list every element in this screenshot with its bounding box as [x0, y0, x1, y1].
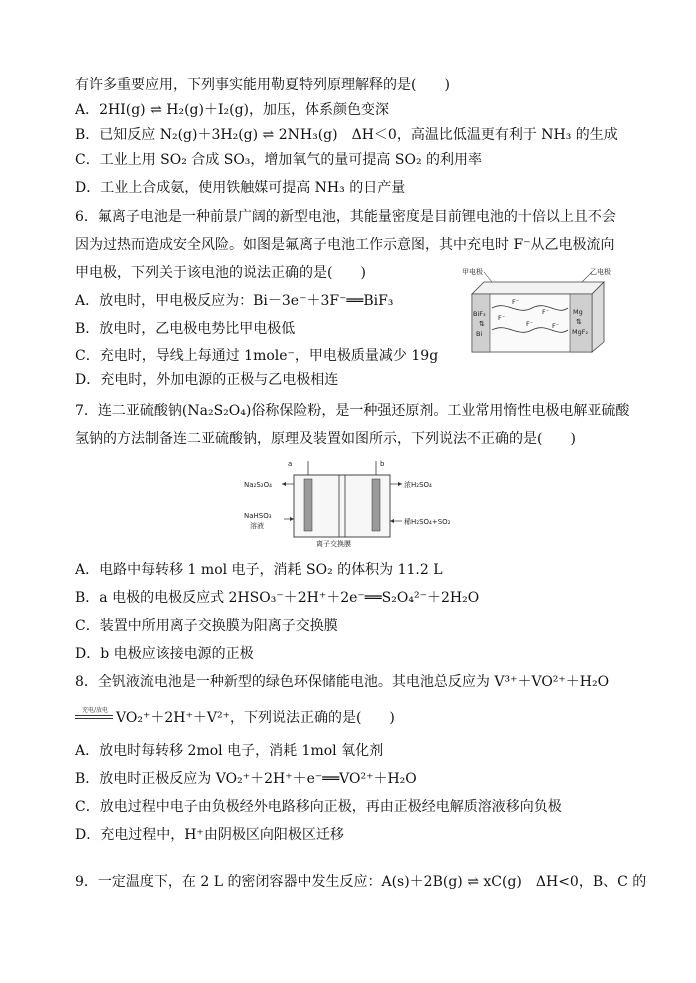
q6-stem-line1: 6．氟离子电池是一种前景广阔的新型电池，其能量密度是目前锂电池的十倍以上且不会: [75, 209, 616, 225]
fig7-membrane-label: 离子交换膜: [316, 540, 351, 548]
q5-option-c: C．工业上用 SO₂ 合成 SO₃，增加氧气的量可提高 SO₂ 的利用率: [75, 152, 483, 168]
q8-option-d: D．充电过程中，H⁺由阴极区向阳极区迁移: [75, 827, 344, 843]
fig6-right-label: 乙电极: [590, 268, 611, 276]
q8-option-c: C．放电过程中电子由负极经外电路移向正极，再由正极经电解质溶液移向负极: [75, 799, 562, 815]
fig6-left-label: 甲电极: [462, 268, 483, 276]
q8-charge-discharge-arrow: [75, 707, 115, 729]
fig7-label-b: b: [380, 460, 385, 468]
q8-arrow-text: 充电/放电: [81, 707, 109, 714]
fig6-bif3: BiF₃: [473, 310, 486, 318]
fig6-ion-4: F⁻: [526, 320, 534, 328]
q6-stem-line3: 甲电极，下列关于该电池的说法正确的是( ): [75, 265, 366, 281]
fig7-in-right: 稀H₂SO₄+SO₂: [404, 518, 451, 526]
q9-stem-line1: 9．一定温度下，在 2 L 的密闭容器中发生反应：A(s)＋2B(g) ⇌ xC(g) ΔH<0，B、C 的: [75, 874, 647, 890]
q6-option-a: A．放电时，甲电极反应为：Bi－3e⁻＋3F⁻══BiF₃: [75, 293, 394, 309]
q5-option-a: A．2HI(g) ⇌ H₂(g)＋I₂(g)，加压，体系颜色变深: [75, 102, 390, 118]
fluoride-battery-figure: [462, 264, 620, 354]
fig6-ion-1: F⁻: [512, 298, 520, 306]
fig7-label-a: a: [288, 460, 293, 468]
q5-option-b: B．已知反应 N₂(g)＋3H₂(g) ⇌ 2NH₃(g) ΔH＜0，高温比低温更有利于 NH₃ 的生成: [75, 127, 618, 143]
fig7-in-left-1: NaHSO₃: [244, 512, 272, 520]
fig6-ion-5: F⁻: [552, 322, 560, 330]
q6-option-c: C．充电时，导线上每通过 1mole⁻，甲电极质量减少 19g: [75, 348, 439, 364]
q5-stem-tail: 有许多重要应用，下列事实能用勒夏特列原理解释的是( ): [75, 77, 450, 93]
q5-option-d: D．工业上合成氨，使用铁触媒可提高 NH₃ 的日产量: [75, 180, 406, 196]
q7-option-a: A．电路中每转移 1 mol 电子，消耗 SO₂ 的体积为 11.2 L: [75, 562, 443, 578]
q7-option-c: C．装置中所用离子交换膜为阳离子交换膜: [75, 618, 338, 634]
fig6-arrow-left: ⇅: [479, 320, 485, 328]
q6-option-b: B．放电时，乙电极电势比甲电极低: [75, 321, 296, 337]
fig6-ion-2: F⁻: [542, 308, 550, 316]
q8-stem-line1: 8．全钒液流电池是一种新型的绿色环保储能电池。其电池总反应为 V³⁺＋VO²⁺＋H₂O: [75, 674, 610, 690]
fig6-mg: Mg: [573, 308, 583, 316]
fig7-out-left: Na₂S₂O₄: [244, 481, 272, 489]
fig7-out-right: 浓H₂SO₄: [404, 481, 432, 489]
fig6-arrow-right: ⇅: [576, 318, 582, 326]
q8-option-b: B．放电时正极反应为 VO₂⁺＋2H⁺＋e⁻══VO²⁺＋H₂O: [75, 771, 417, 787]
fig6-ion-3: F⁻: [498, 314, 506, 322]
q8-option-a: A．放电时每转移 2mol 电子，消耗 1mol 氧化剂: [75, 743, 384, 759]
q6-option-d: D．充电时，外加电源的正极与乙电极相连: [75, 372, 339, 388]
fig7-in-left-2: 溶液: [250, 522, 264, 530]
fig6-bi: Bi: [476, 330, 483, 338]
q8-stem-line2: VO₂⁺＋2H⁺＋V²⁺，下列说法正确的是( ): [116, 710, 395, 726]
fig6-mgf2: MgF₂: [572, 328, 589, 336]
q7-stem-line2: 氢钠的方法制备连二亚硫酸钠，原理及装置如图所示，下列说法不正确的是( ): [75, 431, 576, 447]
q7-stem-line1: 7．连二亚硫酸钠(Na₂S₂O₄)俗称保险粉，是一种强还原剂。工业常用惰性电极电解亚硫酸: [75, 403, 630, 419]
electrolysis-figure: [242, 455, 462, 550]
q7-option-d: D．b 电极应该接电源的正极: [75, 646, 254, 662]
q7-option-b: B．a 电极的电极反应式 2HSO₃⁻＋2H⁺＋2e⁻══S₂O₄²⁻＋2H₂O: [75, 590, 480, 606]
q6-stem-line2: 因为过热而造成安全风险。如图是氟离子电池工作示意图，其中充电时 F⁻从乙电极流向: [75, 237, 615, 253]
